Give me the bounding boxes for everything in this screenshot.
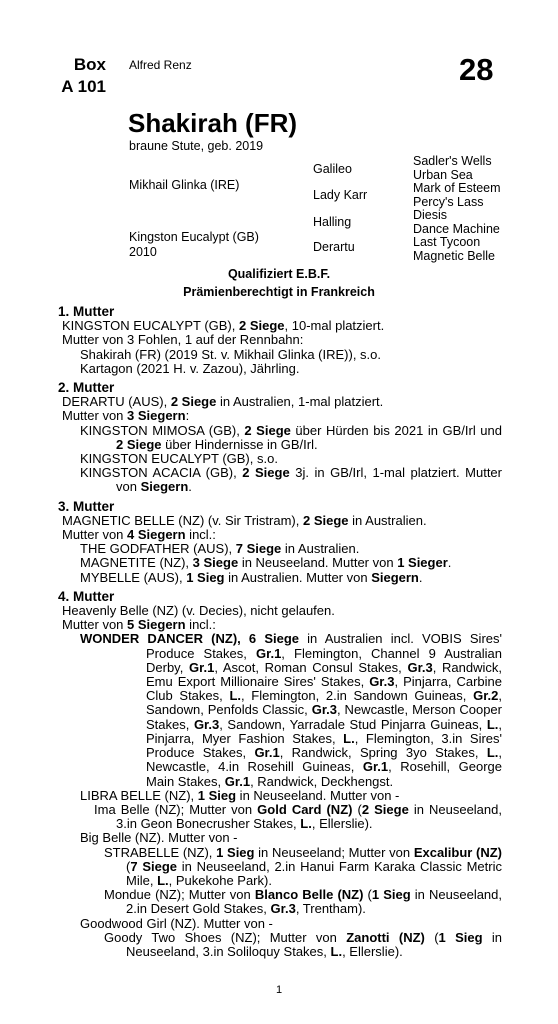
pedigree-gg-5: Diesis <box>413 208 448 222</box>
pedigree-g4: Derartu <box>313 240 355 254</box>
premium-note: Prämienberechtigt in Frankreich <box>183 285 375 299</box>
heading-1-mutter: 1. Mutter <box>58 304 115 319</box>
m3-line-4: MAGNETITE (NZ), 3 Siege in Neuseeland. Mutter von 1 Sieger. <box>80 555 452 571</box>
pedigree-gg-6: Dance Machine <box>413 221 500 236</box>
horse-name: Shakirah (FR) <box>128 108 298 138</box>
m2-line-3: KINGSTON MIMOSA (GB), 2 Siege über Hürden bis 2021 in GB/Irl und 2 Siege über Hindernisse in GB/Irl. <box>80 422 502 452</box>
goody-two-shoes-entry: Goody Two Shoes (NZ); Mutter von Zanotti (NZ) (1 Sieg in Neuseeland, 3.in Soliloquy Stakes, L., Ellerslie). <box>104 929 503 959</box>
pedigree-dam-year: 2010 <box>129 245 157 259</box>
m3-line-5: MYBELLE (AUS), 1 Sieg in Australien. Mutter von Siegern. <box>80 569 423 585</box>
lot-number: 28 <box>459 52 494 87</box>
pedigree-dam: Kingston Eucalypt (GB) <box>129 230 259 244</box>
m4-line-1: Heavenly Belle (NZ) (v. Decies), nicht gelaufen. <box>62 603 335 619</box>
ima-belle-entry: Ima Belle (NZ); Mutter von Gold Card (NZ) (2 Siege in Neuseeland, 3.in Geon Bonecrusher Stakes, L., Ellerslie). <box>94 801 502 832</box>
strabelle-entry: STRABELLE (NZ), 1 Sieg in Neuseeland; Mutter von Excalibur (NZ) (7 Siege in Neuseeland, 2.in Hanui Farm Karaka Classic Metric Mile, L., Pukekohe Park). <box>104 844 503 888</box>
consignor: Alfred Renz <box>129 58 192 72</box>
m3-line-2: Mutter von 4 Siegern incl.: <box>62 527 216 543</box>
pedigree-gg-1: Sadler's Wells <box>413 154 492 168</box>
box-label: Box <box>73 55 106 74</box>
heading-3-mutter: 3. Mutter <box>58 498 115 514</box>
m4-line-2: Mutter von 5 Siegern incl.: <box>62 617 216 633</box>
m2-line-5: KINGSTON ACACIA (GB), 2 Siege 3j. in GB/Irl, 1-mal platziert. Mutter von Siegern. <box>80 465 502 495</box>
m2-line-1: DERARTU (AUS), 2 Siege in Australien, 1-mal platziert. <box>62 394 384 410</box>
m2-line-4: KINGSTON EUCALYPT (GB), s.o. <box>80 451 278 467</box>
pedigree-gg-7: Last Tycoon <box>413 235 481 249</box>
pedigree-sire: Mikhail Glinka (IRE) <box>129 178 240 192</box>
m1-line-3: Shakirah (FR) (2019 St. v. Mikhail Glinka (IRE)), s.o. <box>80 346 382 362</box>
pedigree-gg-4: Percy's Lass <box>413 194 484 209</box>
pedigree-gg-3: Mark of Esteem <box>413 181 501 195</box>
family-body <box>58 303 502 959</box>
m1-line-2: Mutter von 3 Fohlen, 1 auf der Rennbahn: <box>62 332 304 348</box>
m2-line-2: Mutter von 3 Siegern: <box>62 408 190 424</box>
mondue-entry: Mondue (NZ); Mutter von Blanco Belle (NZ) (1 Sieg in Neuseeland, 2.in Desert Gold Stakes, Gr.3, Trentham). <box>104 887 503 917</box>
horse-description: braune Stute, geb. 2019 <box>129 139 264 153</box>
goodwood-girl-entry: Goodwood Girl (NZ). Mutter von - <box>80 915 273 931</box>
pedigree-g3: Halling <box>313 215 352 229</box>
m3-line-1: MAGNETIC BELLE (NZ) (v. Sir Tristram), 2 Siege in Australien. <box>62 512 427 528</box>
heading-2-mutter: 2. Mutter <box>58 380 115 396</box>
big-belle-entry: Big Belle (NZ). Mutter von - <box>80 830 238 846</box>
pedigree-g2: Lady Karr <box>313 188 368 202</box>
page-number: 1 <box>275 984 283 996</box>
libra-belle-entry: LIBRA BELLE (NZ), 1 Sieg in Neuseeland. Mutter von - <box>80 787 400 803</box>
heading-4-mutter: 4. Mutter <box>58 588 115 604</box>
box-number: A 101 <box>61 77 106 96</box>
pedigree-gg-2: Urban Sea <box>413 167 473 182</box>
pedigree-g1: Galileo <box>313 162 352 176</box>
m1-line-4: Kartagon (2021 H. v. Zazou), Jährling. <box>80 360 300 376</box>
m1-line-1: KINGSTON EUCALYPT (GB), 2 Siege, 10-mal platziert. <box>62 318 385 334</box>
pedigree-gg-8: Magnetic Belle <box>413 248 495 263</box>
qualified-note: Qualifiziert E.B.F. <box>227 267 331 281</box>
wonder-dancer-entry: WONDER DANCER (NZ), 6 Siege in Australien incl. VOBIS Sires' Produce Stakes, Gr.1, Flemington, Channel 9 Australian Derby, Gr.1, Ascot, Roman Consul Stakes, Gr.3, Randwick, Emu Export Millionaire Sires' Stakes, Gr.3, Pinjarra, Carbine Club Stakes, L., Flemington, 2.in Sandown Guineas, Gr.2, Sandown, Penfolds Classic, Gr.3, Newcastle, Merson Cooper Stakes, Gr.3, Sandown, Yarradale Stud Pinjarra Guineas, L., Pinjarra, Myer Fashion Stakes, L., Flemington, 3.in Sires' Produce Stakes, Gr.1, Randwick, Spring 3yo Stakes, L., Newcastle, 4.in Rosehill Guineas, Gr.1, Rosehill, George Main Stakes, Gr.1, Randwick, Deckhengst. <box>80 631 503 789</box>
m3-line-3: THE GODFATHER (AUS), 7 Siege in Australien. <box>80 541 360 557</box>
